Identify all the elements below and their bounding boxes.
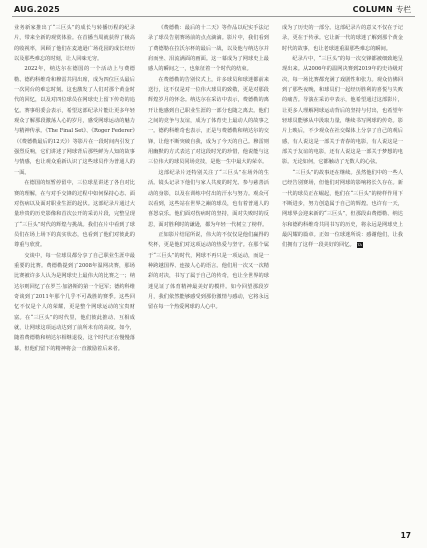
paragraph: 纪录片中，“三巨头”的每一次交锋都被细致地呈现出来。从2006年的温网决赛到2019年的史诗级对决，每一场比赛都充满了戏剧性和张力。观众仿佛回到了那些夜晚，和球员们一起经历胜利的喜悦与失败的痛苦。导演在采访中表示，他希望通过这部影片，让更多人理解网球运动背后的坚持与付出，也希望年轻球员能够从中汲取力量，继续书写网球的传奇。影片上映后，不少观众在社交媒体上分享了自己的观后感，有人说这是一部关于青春的电影，有人说这是一部关于友谊的电影，还有人说这是一部关于梦想的电影。无论如何，它都触动了无数人的心弦。 [282,56,403,166]
paragraph: 正如影片结尾所说，伟大的不仅仅是他们赢得的奖杯，更是他们对这项运动的热爱与坚守。在那个属于“三巨头”的时代，网球不再只是一项运动，而是一种跨越国界、连接人心的语言。他们用一次又一次精彩的对决，书写了属于自己的传奇，也让全世界的球迷见证了体育精神最美好的模样。如今回望那段岁月，我们依然能够感受到那份激情与感动，它将永远留在每一个热爱网球的人心中。 [148,231,269,311]
paragraph: 2022年，纳达尔在德国的一个活动上与费德勒、德约科维奇和穆雷共同出席，成为四位巨头最后一次同台的难忘时刻。这也激发了人们对那个黄金时代的回忆，以及对四位球员在网球史上留下传奇的追忆。赛事组委会表示，希望这部纪录片能让更多年轻观众了解那段激荡人心的岁月，感受网球运动的魅力与精神传承。《The Final Set》、《Roger Federer》（《费德勒最后的12天》）等影片在一段时间内引发了强烈反响，它们讲述了网球背后那些鲜为人知的故事与情感，也让观众重新认识了这些球员作为普通人的一面。 [14,66,135,176]
header-rule [12,16,415,17]
paragraph: 成为了历史的一部分。这部纪录片的意义不仅在于记录，更在于传承。它让新一代的球迷了解到那个黄金时代的故事，也让老球迷重温那些难忘的瞬间。 [282,25,403,52]
paragraph [282,168,403,251]
section-label-en: COLUMN [352,5,393,14]
section-label-cn: 专栏 [396,5,411,14]
paragraph: 业务新家推出了“三巨头”的成长与转播历程的纪录片，带来全新的观赏体验。在首播当周就获得了极高的收视率，回顾了他们在麦迪逊广场花园的成长经历以及那些难忘的时刻，让人回味无穷。 [14,25,135,63]
paragraph-text: “三巨头”的故事还在继续。虽然他们中的一些人已经告别赛场，但他们对网球的影响将长久存在。新一代的球员正在崛起，他们在“三巨头”的榜样作用下不断进步，努力创造属于自己的辉煌。也许有一天，网球界会迎来新的“三巨头”，但那段由费德勒、纳达尔和德约科维奇共同书写的历史，将永远是网球史上最闪耀的篇章。正如一位球迷所说：感谢他们，让我们拥有了这样一段美好的回忆。 [282,169,403,249]
paragraph: 《费德勒：最后的十二天》等作品以纪实手法记录了球员告别赛场前的点点滴滴。影片中，我们看到了费德勒在拉沃尔杯的最后一战，以及他与纳达尔并肩而坐、泪流满面的画面。这一幕成为了网球史上最感人的瞬间之一，也象征着一个时代的结束。 [148,25,269,73]
article-column-2 [148,23,269,523]
issue-date: AUG.2025 [14,5,60,14]
page-header [0,0,427,18]
paragraph: 这部纪录片还特别关注了“三巨头”在场外的生活。镜头记录下他们与家人共度的时光、参与慈善活动的身影，以及在训练中付出的汗水与努力。观众可以看到，这些站在世界之巅的球员，也有着普通人的喜怒哀乐。他们面对伤病时的坚持，面对失败时的反思，面对胜利时的谦逊，都为年轻一代树立了榜样。 [148,169,269,228]
paragraph: 交谈中，每一位球员都分享了自己职业生涯中最重要的比赛。费德勒提到了2008年温网决赛，那场比赛被许多人认为是网球史上最伟大的比赛之一；纳达尔则回忆了在罗兰·加洛斯的第一个冠军；德约科维奇谈到了2011年那个几乎不可战胜的赛季。这些回忆不仅是个人的荣耀，更是整个网球运动的宝贵财富。在“三巨头”的时代里，他们彼此推动、互相成就，让网球这项运动达到了前所未有的高度。如今，随着费德勒和纳达尔相继退役，这个时代正在慢慢落幕，但他们留下的精神将会一直激励着后来者。 [14,252,135,352]
section-label [353,4,411,15]
article-column-1 [14,23,135,523]
article-column-3 [282,23,403,523]
paragraph: 在费德勒的告别仪式上，许多球员和球迷都前来送行，这不仅是对一位伟大球员的致敬，更是对那段辉煌岁月的怀念。纳达尔在采访中表示，费德勒的离开让他感到自己职业生涯的一部分也随之离去。他们之间的竞争与友谊，成为了体育史上最动人的故事之一。德约科维奇也表示，正是与费德勒和纳达尔的交锋，让他不断突破自我，成为了今天的自己。穆雷则用幽默的方式表达了对这段时光的珍惜，他说能与这三位伟大的球员同场竞技，是他一生中最大的荣幸。 [148,76,269,166]
paragraph: 在德国的短暂停留中，三位球星讲述了各自对比赛的理解，在与对手交锋的过程中如何保持心态、面对伤病以及面对职业生涯的起伏。这部纪录片通过大量珍贵的历史影像和首次公开的采访片段，完整呈现了“三巨头”时代的辉煌与挑战。我们在片中看到了球员们在场上场下的真实状态，也看到了他们对彼此的尊重与欣赏。 [14,180,135,249]
end-mark-icon: TA [357,241,362,247]
page-number: 17 [400,531,411,540]
